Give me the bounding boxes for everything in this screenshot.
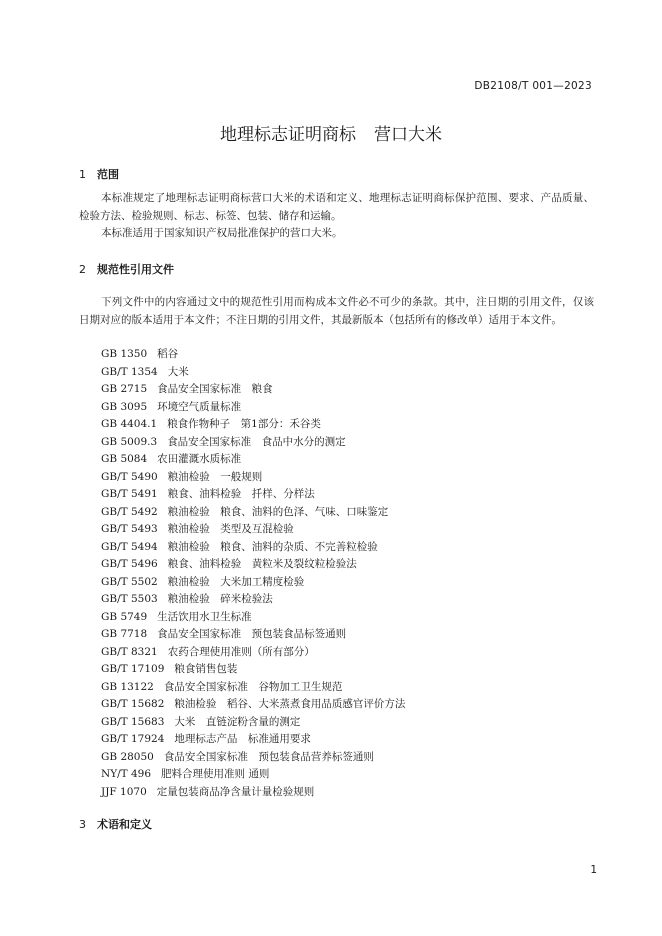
title-part-1: 地理标志证明商标 [220,125,356,145]
reference-code: GB/T 5503 [101,593,158,605]
reference-code: GB 3095 [101,400,148,413]
section-title: 规范性引用文件 [97,263,174,276]
reference-title: 生活饮用水卫生标准 [157,610,252,623]
reference-item [101,346,405,364]
reference-item [101,679,405,697]
reference-title: 食品安全国家标准 预包装食品营养标签通则 [163,750,374,763]
reference-item [101,521,405,539]
reference-title: 农药合理使用准则（所有部分） [167,645,315,658]
reference-title: 稻谷 [157,348,179,360]
reference-code: GB/T 1354 [101,365,158,378]
reference-item [101,731,405,749]
reference-item [101,626,405,644]
reference-item [101,486,405,504]
reference-title: 粮油检验 稻谷、大米蒸煮食用品质感官评价方法 [174,698,406,710]
reference-title: 粮油检验 粮食、油料的杂质、不完善粒检验 [167,540,378,553]
reference-code: GB/T 15683 [101,715,165,728]
document-title [0,120,662,145]
reference-item [101,434,405,452]
reference-code: GB 5084 [101,453,148,465]
reference-title: 粮食、油料检验 黄粒米及裂纹粒检验法 [167,558,357,570]
section-number: 3 [79,818,86,831]
reference-item [101,469,405,487]
reference-item [101,784,405,802]
section-title: 术语和定义 [97,818,152,831]
reference-code: GB/T 17109 [101,663,165,675]
reference-item [101,451,405,469]
reference-code: GB/T 5496 [101,558,158,570]
reference-title: 大米 直链淀粉含量的测定 [174,715,301,728]
normative-intro-paragraph: 下列文件中的内容通过文中的规范性引用而构成本文件必不可少的条款。其中，注日期的引用文件，仅该日期对应的版本适用于本文件；不注日期的引用文件，其最新版本（包括所有的修改单）适用于本文件。 [79,296,594,326]
reference-item [101,574,405,592]
section-title: 范围 [97,168,119,181]
reference-title: 粮油检验 类型及互混检验 [167,523,294,535]
reference-code: GB/T 17924 [101,733,165,745]
reference-title: 粮食销售包装 [174,663,238,675]
section-heading-scope [79,166,119,182]
reference-title: 粮食、油料检验 扦样、分样法 [167,488,315,500]
reference-code: GB/T 5492 [101,505,158,518]
page-number: 1 [590,864,597,876]
reference-code: NY/T 496 [101,768,152,780]
reference-code: GB/T 5502 [101,575,158,588]
reference-item [101,661,405,679]
reference-item [101,556,405,574]
reference-item [101,609,405,627]
reference-title: 大米 [167,365,189,378]
section-heading-terms-definitions [79,816,152,832]
reference-title: 食品安全国家标准 粮食 [157,383,273,395]
reference-item [101,714,405,732]
reference-code: GB 7718 [101,628,148,640]
document-code: DB2108/T 001—2023 [474,80,592,92]
reference-item [101,416,405,434]
scope-paragraph-2: 本标准适用于国家知识产权局批准保护的营口大米。 [101,227,343,239]
reference-item [101,749,405,767]
reference-title: 粮油检验 碎米检验法 [167,593,273,605]
section-number: 1 [79,168,86,181]
reference-code: GB 2715 [101,383,148,395]
reference-item [101,381,405,399]
reference-code: GB 28050 [101,750,154,763]
reference-item [101,399,405,417]
reference-list [101,346,405,801]
reference-title: 食品安全国家标准 预包装食品标签通则 [157,628,347,640]
section-number: 2 [79,263,86,276]
reference-code: GB/T 5494 [101,540,158,553]
reference-title: 环境空气质量标准 [157,400,242,413]
scope-paragraph-1: 本标准规定了地理标志证明商标营口大米的术语和定义、地理标志证明商标保护范围、要求、产品质量、检验方法、检验规则、标志、标签、包装、储存和运输。 [79,192,594,222]
reference-code: GB 5749 [101,610,148,623]
title-part-2: 营口大米 [374,125,442,145]
reference-code: GB/T 15682 [101,698,165,710]
reference-item [101,504,405,522]
section-heading-normative-references [79,261,174,277]
reference-title: 农田灌溉水质标准 [157,453,242,465]
reference-title: 食品安全国家标准 食品中水分的测定 [167,435,346,448]
reference-code: GB 1350 [101,348,148,360]
reference-code: GB/T 5491 [101,488,158,500]
reference-title: 粮油检验 一般规则 [167,470,263,483]
reference-item [101,591,405,609]
reference-title: 粮食作物种子 第1部分：禾谷类 [167,418,321,430]
reference-code: GB 5009.3 [101,435,158,448]
reference-code: JJF 1070 [101,785,147,798]
reference-item [101,696,405,714]
reference-code: GB/T 5490 [101,470,158,483]
reference-code: GB 13122 [101,680,154,693]
reference-title: 肥料合理使用准则 通则 [161,768,270,780]
reference-title: 定量包装商品净含量计量检验规则 [156,785,315,798]
reference-item [101,364,405,382]
reference-code: GB 4404.1 [101,418,158,430]
reference-title: 地理标志产品 标准通用要求 [174,733,311,745]
reference-item [101,766,405,784]
reference-item [101,644,405,662]
reference-title: 粮油检验 粮食、油料的色泽、气味、口味鉴定 [167,505,389,518]
reference-item [101,539,405,557]
reference-title: 食品安全国家标准 谷物加工卫生规范 [163,680,343,693]
reference-code: GB/T 8321 [101,645,158,658]
reference-code: GB/T 5493 [101,523,158,535]
reference-title: 粮油检验 大米加工精度检验 [167,575,305,588]
